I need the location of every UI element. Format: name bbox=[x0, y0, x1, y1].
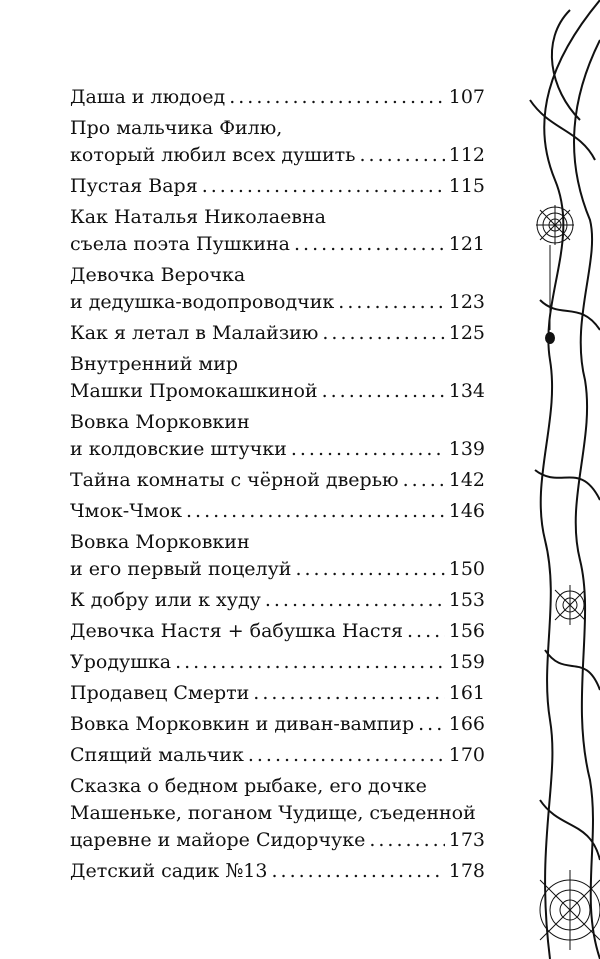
dot-leader bbox=[294, 231, 445, 258]
toc-entry-title: и дедушка-водопроводчик bbox=[70, 291, 335, 313]
dot-leader bbox=[291, 436, 445, 463]
toc-page-number: 115 bbox=[448, 175, 485, 197]
dot-leader bbox=[407, 618, 445, 645]
toc-entry bbox=[70, 204, 485, 258]
toc-entry-title: и его первый поцелуй bbox=[70, 558, 292, 580]
toc-entry-title: Тайна комнаты с чёрной дверью bbox=[70, 469, 399, 491]
dot-leader bbox=[202, 173, 445, 200]
toc-page-number: 159 bbox=[448, 651, 485, 673]
toc-entry-title: Девочка Настя + бабушка Настя bbox=[70, 620, 403, 642]
toc-entry-title: съела поэта Пушкина bbox=[70, 233, 290, 255]
toc-page-number: 107 bbox=[448, 86, 485, 108]
toc-page-number: 142 bbox=[448, 469, 485, 491]
dot-leader bbox=[272, 858, 445, 885]
toc-entry bbox=[70, 467, 485, 494]
toc-entry bbox=[70, 84, 485, 111]
toc-page-number: 178 bbox=[448, 860, 485, 882]
toc-entry-title-line: Вовка Морковкин bbox=[70, 411, 250, 433]
toc-entry bbox=[70, 498, 485, 525]
toc-entry bbox=[70, 618, 485, 645]
toc-page-number: 112 bbox=[448, 144, 485, 166]
toc-entry-title: и колдовские штучки bbox=[70, 438, 287, 460]
toc-entry bbox=[70, 173, 485, 200]
toc-entry-title: царевне и майоре Сидорчуке bbox=[70, 829, 366, 851]
toc-page-number: 156 bbox=[448, 620, 485, 642]
toc-entry-title: Продавец Смерти bbox=[70, 682, 250, 704]
dot-leader bbox=[369, 827, 444, 854]
toc-page-number: 125 bbox=[448, 322, 485, 344]
toc-page-number: 139 bbox=[448, 438, 485, 460]
dot-leader bbox=[322, 320, 444, 347]
toc-entry-title-line: Про мальчика Филю, bbox=[70, 117, 283, 139]
toc-page-number: 150 bbox=[448, 558, 485, 580]
toc-entry-title-line: Как Наталья Николаевна bbox=[70, 206, 326, 228]
toc-entry-title: Машки Промокашкиной bbox=[70, 380, 318, 402]
toc-entry bbox=[70, 587, 485, 614]
toc-page-number: 134 bbox=[448, 380, 485, 402]
spider-web-border-icon bbox=[510, 0, 600, 959]
dot-leader bbox=[322, 378, 445, 405]
toc-page-number: 166 bbox=[448, 713, 485, 735]
toc-entry bbox=[70, 680, 485, 707]
toc-entry-title: Даша и людоед bbox=[70, 86, 226, 108]
toc-entry bbox=[70, 320, 485, 347]
toc-entry bbox=[70, 262, 485, 316]
toc-entry-title: который любил всех душить bbox=[70, 144, 356, 166]
toc-entry-title-line: Вовка Морковкин bbox=[70, 531, 250, 553]
toc-entry bbox=[70, 858, 485, 885]
toc-page-number: 121 bbox=[448, 233, 485, 255]
dot-leader bbox=[418, 711, 445, 738]
toc-entry bbox=[70, 409, 485, 463]
toc-entry-title: Пустая Варя bbox=[70, 175, 198, 197]
toc-entry-title: Уродушка bbox=[70, 651, 172, 673]
toc-entry bbox=[70, 742, 485, 769]
toc-page-number: 153 bbox=[448, 589, 485, 611]
toc-entry-title-line: Девочка Верочка bbox=[70, 264, 246, 286]
toc-page-number: 170 bbox=[448, 744, 485, 766]
toc-entry-title: Чмок-Чмок bbox=[70, 500, 182, 522]
dot-leader bbox=[359, 142, 444, 169]
toc-page-number: 173 bbox=[448, 829, 485, 851]
toc-entry bbox=[70, 529, 485, 583]
toc-entry-title: Детский садик №13 bbox=[70, 860, 268, 882]
dot-leader bbox=[229, 84, 445, 111]
toc-page-number: 123 bbox=[448, 291, 485, 313]
toc-entry-title: К добру или к худу bbox=[70, 589, 261, 611]
dot-leader bbox=[338, 289, 444, 316]
dot-leader bbox=[295, 556, 444, 583]
toc-page-number: 146 bbox=[448, 500, 485, 522]
dot-leader bbox=[253, 680, 444, 707]
dot-leader bbox=[186, 498, 445, 525]
toc-entry-title-line: Сказка о бедном рыбаке, его дочке bbox=[70, 775, 427, 797]
dot-leader bbox=[265, 587, 445, 614]
toc-entry bbox=[70, 351, 485, 405]
toc-entry bbox=[70, 711, 485, 738]
toc-entry bbox=[70, 115, 485, 169]
toc-entry-title: Спящий мальчик bbox=[70, 744, 244, 766]
dot-leader bbox=[248, 742, 445, 769]
dot-leader bbox=[175, 649, 445, 676]
toc-entry-title: Вовка Морковкин и диван-вампир bbox=[70, 713, 415, 735]
toc-entry bbox=[70, 773, 485, 854]
toc-entry bbox=[70, 649, 485, 676]
toc-page-number: 161 bbox=[448, 682, 485, 704]
dot-leader bbox=[403, 467, 445, 494]
toc-entry-title: Как я летал в Малайзию bbox=[70, 322, 319, 344]
toc-entry-title-line: Внутренний мир bbox=[70, 353, 239, 375]
table-of-contents bbox=[70, 84, 485, 889]
toc-entry-title-line: Машеньке, поганом Чудище, съеденной bbox=[70, 802, 476, 824]
